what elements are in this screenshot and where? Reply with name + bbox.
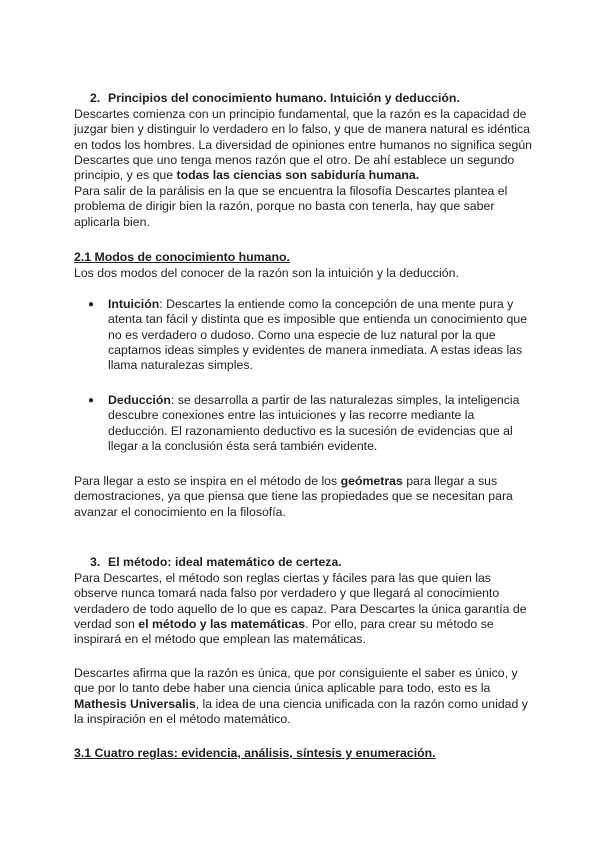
section-3-p2-text-b: , la idea de una ciencia unificada con la razón como unidad y la inspiración en el método matemático.: [74, 696, 528, 726]
bullet-dot-icon: ●: [88, 299, 95, 310]
section-2-1-intro: Los dos modos del conocer de la razón son la intuición y la deducción.: [74, 266, 459, 280]
section-2-title: Principios del conocimiento humano. Intuición y deducción.: [108, 91, 460, 105]
section-2-p1-text: Descartes comienza con un principio fundamental, que la razón es la capacidad de juzgar bien y distinguir lo verdadero en lo falso, y que de manera natural es idéntica en todos los hombres. La diversidad de opiniones entre humanos no significa según Descartes que uno tenga menos razón que el otro. De ahí establece un segundo principio, y es que: [74, 107, 533, 183]
bullet-text: : Descartes la entiende como la concepción de una mente pura y atenta tan fácil y distinta que es imposible que entienda un conocimiento que no es verdadero o dudoso. Como una especie de luz natural por la que captamos ideas simples y evidentes de manera inmediata. A estas ideas las llama naturalezas simples.: [108, 297, 528, 373]
section-3-p2-bold: Mathesis Universalis: [74, 696, 196, 711]
section-3-p2-text-a: Descartes afirma que la razón es única, que por consiguiente el saber es único, y que por lo tanto debe haber una ciencia única aplicable para todo, esto es la: [74, 666, 518, 696]
bullet-text: : se desarrolla a partir de las naturalezas simples, la inteligencia descubre conexiones entre las intuiciones y las recorre mediante la deducción. El razonamiento deductivo es la sucesión de evidencias que al llegar a la conclusión ésta será también evidente.: [108, 393, 520, 453]
section-3-number: 3.: [90, 555, 101, 569]
bullet-term: Deducción: [108, 393, 171, 407]
section-3-paragraph-2: [74, 666, 534, 727]
bullet-item-intuicion: [88, 297, 528, 373]
section-3-p1-bold: el método y las matemáticas: [138, 616, 306, 631]
section-2-1-closing: [74, 474, 534, 520]
closing-text-b: para llegar a sus demostraciones, ya que piensa que tiene las propiedades que se necesitan para avanzar el conocimiento en la filosofía.: [74, 474, 513, 519]
section-3-p1-text-b: . Por ello, para crear su método se inspirará en el método que emplean las matemáticas.: [74, 616, 494, 647]
section-2-p1-bold: todas las ciencias son sabiduría humana.: [176, 168, 420, 183]
bullet-term: Intuición: [108, 297, 160, 311]
section-2-number: 2.: [90, 91, 101, 105]
section-2-1-heading: 2.1 Modos de conocimiento humano.: [74, 250, 290, 264]
closing-bold: geómetras: [340, 474, 403, 488]
section-3-paragraph-1: [74, 571, 534, 647]
section-3-p1-text-a: Para Descartes, el método son reglas ciertas y fáciles para las que quien las observe nunca tomará nada falso por verdadero y que llegará al conocimiento verdadero de todo aquello de lo que es capaz. Para Descartes la única garantía de verdad son: [74, 571, 527, 631]
section-3-heading: [74, 555, 534, 570]
section-2-paragraph-1: [74, 107, 534, 183]
section-3-1-heading: 3.1 Cuatro reglas: evidencia, análisis, síntesis y enumeración.: [74, 746, 436, 760]
bullet-item-deduccion: [88, 393, 528, 454]
closing-text-a: Para llegar a esto se inspira en el método de los: [74, 474, 341, 488]
section-2-paragraph-2: Para salir de la parálisis en la que se encuentra la filosofía Descartes plantea el problema de dirigir bien la razón, porque no basta con tenerla, hay que saber aplicarla bien.: [74, 184, 508, 229]
section-3-title: El método: ideal matemático de certeza.: [108, 555, 342, 569]
bullet-dot-icon: ●: [88, 395, 95, 406]
section-2-heading: [74, 91, 534, 106]
